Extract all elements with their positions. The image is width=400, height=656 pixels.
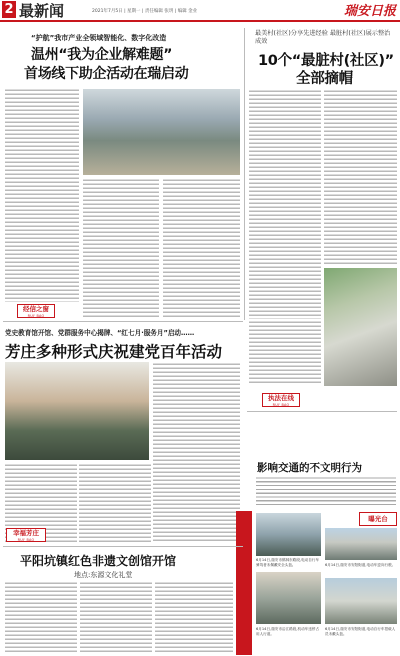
story1-headline-line1: 温州“我为企业解难题”: [31, 47, 173, 63]
story1-kicker: “护航”我市产业全领域智能化、数字化改造: [31, 34, 167, 42]
story3-kicker: 党史教育馆开馆、党群服务中心揭牌、“红七月·服务月”启动……: [5, 329, 195, 337]
story3-tag-label: 幸福芳庄: [13, 529, 39, 537]
story1-body-col1: [5, 88, 79, 302]
divider-story2: [247, 411, 397, 412]
section-title: 最新闻: [19, 2, 65, 20]
story1-body-col3: [163, 178, 240, 317]
story2-headline-line2: 全部摘帽: [296, 71, 353, 87]
masthead: [0, 0, 400, 22]
story2-body-col1: [249, 89, 321, 319]
story4-caption-3: 6月14日,瑞安市沿江路段,机动车违停占用人行道。: [256, 627, 320, 636]
story2-photo-village: [324, 268, 397, 386]
divider-story1: [3, 321, 243, 322]
story2-section-tag: [262, 393, 300, 407]
story4-photo-1: [256, 513, 321, 556]
page-number: 2: [2, 1, 16, 18]
story2-headline-line1: 10个“最脏村(社区)”: [258, 53, 394, 69]
story1-tag-label: 经信之窗: [23, 305, 49, 313]
story5-headline: 平阳坑镇红色非遗文创馆开馆: [20, 554, 177, 568]
story1-body-col2: [83, 178, 159, 317]
story3-tag-en: RUI' BAO: [17, 538, 35, 542]
story2-body-col3: [249, 320, 321, 385]
story3-section-tag: [6, 528, 46, 542]
story4-intro: [256, 476, 396, 507]
story3-headline: 芳庄多种形式庆祝建党百年活动: [5, 343, 223, 361]
story5-body-col2: [80, 581, 152, 653]
story4-caption-4: 6月14日,瑞安市安阳街道,电动自行车搭载人员未戴头盔。: [325, 627, 396, 636]
story4-red-band: [236, 511, 252, 655]
story4-brand-badge: 曝光台: [359, 512, 397, 526]
story5-body-col1: [5, 581, 77, 653]
issue-meta: 2021年7月5日 | 星期一 | 责任编辑 张玥 | 编辑 金业: [92, 9, 198, 14]
paper-name: 瑞安日报: [343, 4, 396, 19]
story2-body-col2: [324, 89, 397, 265]
story1-section-tag: [17, 304, 55, 318]
story3-body-col2: [79, 463, 151, 543]
divider-story3: [3, 546, 243, 547]
story2-tag-label: 执法在线: [268, 394, 294, 402]
story4-photo-4: [325, 578, 397, 624]
story1-headline-line2: 首场线下助企活动在瑞启动: [24, 66, 189, 82]
story3-body-col3: [153, 362, 240, 542]
story4-photo-3: [256, 572, 321, 624]
story4-photo-2: [325, 528, 397, 560]
story5-subtitle: 地点:东源文化礼堂: [74, 571, 133, 579]
story1-tag-en: RUI' BAO: [27, 314, 45, 318]
column-divider: [244, 28, 245, 320]
story4-headline: 影响交通的不文明行为: [257, 462, 362, 474]
story2-tag-en: RUI' BAO: [272, 403, 290, 407]
story4-caption-2: 6月14日,瑞安市安阳街道,电动车逆向行驶。: [325, 563, 396, 567]
story1-photo-factory: [83, 89, 240, 175]
story5-body-col3: [155, 581, 233, 653]
story3-photo-ceremony: [5, 362, 149, 460]
story4-caption-1: 6月14日,瑞安市鹤林东路段,电动自行车骑驾者未佩戴安全头盔。: [256, 558, 320, 567]
story2-kicker: 最美村(社区)分享先进经验 最脏村(社区)展示整治成效: [255, 30, 391, 45]
